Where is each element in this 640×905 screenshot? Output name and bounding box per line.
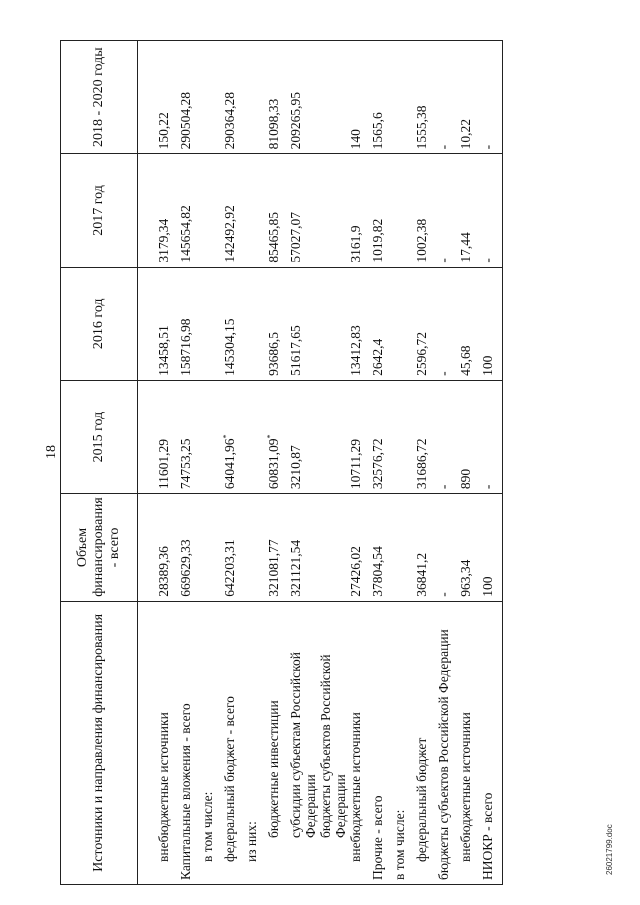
- cell-value: 3179,34: [138, 154, 179, 267]
- cell-value: 17,44: [458, 154, 480, 267]
- cell-value: 100: [480, 494, 503, 602]
- cell-value: [392, 41, 414, 154]
- row-label: бюджеты субъектов Российской Федерации: [436, 601, 458, 884]
- row-label: бюджетные инвестиции: [266, 601, 288, 884]
- cell-value: 890: [458, 380, 480, 493]
- row-label: Прочие - всего: [370, 601, 392, 884]
- cell-value: 290364,28: [222, 41, 244, 154]
- header-2017: 2017 год: [61, 154, 138, 267]
- cell-value: [318, 380, 348, 493]
- cell-value: 64041,96*: [222, 380, 244, 493]
- table-row: [266, 41, 288, 885]
- table-row: [480, 41, 503, 885]
- table-row: [436, 41, 458, 885]
- cell-value: 150,22: [138, 41, 179, 154]
- table-row: [288, 41, 318, 885]
- cell-value: 669629,33: [178, 494, 200, 602]
- cell-value: [318, 154, 348, 267]
- cell-value: 60831,09*: [266, 380, 288, 493]
- cell-value: [244, 494, 266, 602]
- cell-value: 57027,07: [288, 154, 318, 267]
- cell-value: [244, 154, 266, 267]
- cell-value: 642203,31: [222, 494, 244, 602]
- cell-value: -: [436, 494, 458, 602]
- cell-value: 1019,82: [370, 154, 392, 267]
- cell-value: [244, 41, 266, 154]
- cell-value: 13458,51: [138, 267, 179, 380]
- header-total: Объем финансирования - всего: [61, 494, 138, 602]
- footnote-marker: *: [265, 434, 275, 439]
- table-row: [244, 41, 266, 885]
- cell-value: -: [480, 380, 503, 493]
- cell-value: [200, 267, 222, 380]
- cell-value: 321081,77: [266, 494, 288, 602]
- row-label: из них:: [244, 601, 266, 884]
- cell-value: [392, 154, 414, 267]
- document-code: 26021799.doc: [605, 824, 614, 875]
- cell-value: [200, 380, 222, 493]
- cell-value: 27426,02: [348, 494, 370, 602]
- row-label: бюджеты субъектов Российской Федерации: [318, 601, 348, 884]
- cell-value: 32576,72: [370, 380, 392, 493]
- cell-value: [244, 380, 266, 493]
- cell-value: -: [436, 154, 458, 267]
- header-2018-2020: 2018 - 2020 годы: [61, 41, 138, 154]
- cell-value: [318, 267, 348, 380]
- cell-value: [200, 494, 222, 602]
- table-row: [392, 41, 414, 885]
- table-header: [61, 41, 138, 885]
- cell-value: [244, 267, 266, 380]
- cell-value: 145654,82: [178, 154, 200, 267]
- cell-value: 31686,72: [414, 380, 436, 493]
- table-row: [458, 41, 480, 885]
- cell-value: 1555,38: [414, 41, 436, 154]
- row-label: в том числе:: [200, 601, 222, 884]
- cell-value: 93686,5: [266, 267, 288, 380]
- cell-value: 100: [480, 267, 503, 380]
- cell-value: 321121,54: [288, 494, 318, 602]
- cell-value: 10,22: [458, 41, 480, 154]
- cell-value: 3161,9: [348, 154, 370, 267]
- cell-value: -: [436, 380, 458, 493]
- cell-value: 36841,2: [414, 494, 436, 602]
- cell-value: 13412,83: [348, 267, 370, 380]
- cell-value: 10711,29: [348, 380, 370, 493]
- table-row: [138, 41, 179, 885]
- cell-value: 1002,38: [414, 154, 436, 267]
- table-row: [200, 41, 222, 885]
- row-label: внебюджетные источники: [138, 601, 179, 884]
- cell-value: 3210,87: [288, 380, 318, 493]
- cell-value: [318, 41, 348, 154]
- cell-value: [392, 380, 414, 493]
- cell-value: 158716,98: [178, 267, 200, 380]
- cell-value: 963,34: [458, 494, 480, 602]
- cell-value: 51617,65: [288, 267, 318, 380]
- cell-value: 209265,95: [288, 41, 318, 154]
- row-label: федеральный бюджет: [414, 601, 436, 884]
- cell-value: -: [480, 41, 503, 154]
- table-row: [318, 41, 348, 885]
- row-label: федеральный бюджет - всего: [222, 601, 244, 884]
- row-label: НИОКР - всего: [480, 601, 503, 884]
- cell-value: 2596,72: [414, 267, 436, 380]
- cell-value: 11601,29: [138, 380, 179, 493]
- footnote-marker: *: [221, 434, 231, 439]
- header-2016: 2016 год: [61, 267, 138, 380]
- cell-value: 81098,33: [266, 41, 288, 154]
- cell-value: [318, 494, 348, 602]
- cell-value: 2642,4: [370, 267, 392, 380]
- cell-value: 145304,15: [222, 267, 244, 380]
- cell-value: 142492,92: [222, 154, 244, 267]
- row-label: внебюджетные источники: [458, 601, 480, 884]
- cell-value: 290504,28: [178, 41, 200, 154]
- table-row: [370, 41, 392, 885]
- cell-value: 140: [348, 41, 370, 154]
- cell-value: -: [480, 154, 503, 267]
- cell-value: [392, 267, 414, 380]
- cell-value: [200, 154, 222, 267]
- table-row: [414, 41, 436, 885]
- row-label: субсидии субъектам Российской Федерации: [288, 601, 318, 884]
- header-2015: 2015 год: [61, 380, 138, 493]
- cell-value: 85465,85: [266, 154, 288, 267]
- table-row: [178, 41, 200, 885]
- cell-value: 37804,54: [370, 494, 392, 602]
- header-sources: Источники и направления финансирования: [61, 601, 138, 884]
- row-label: Капитальные вложения - всего: [178, 601, 200, 884]
- cell-value: 74753,25: [178, 380, 200, 493]
- financing-table: [60, 40, 503, 885]
- cell-value: [200, 41, 222, 154]
- table-body: [138, 41, 503, 885]
- cell-value: -: [436, 267, 458, 380]
- table-row: [348, 41, 370, 885]
- cell-value: -: [436, 41, 458, 154]
- row-label: внебюджетные источники: [348, 601, 370, 884]
- page-number: 18: [44, 445, 59, 459]
- cell-value: 45,68: [458, 267, 480, 380]
- cell-value: 28389,36: [138, 494, 179, 602]
- table-row: [222, 41, 244, 885]
- row-label: в том числе:: [392, 601, 414, 884]
- cell-value: [392, 494, 414, 602]
- cell-value: 1565,6: [370, 41, 392, 154]
